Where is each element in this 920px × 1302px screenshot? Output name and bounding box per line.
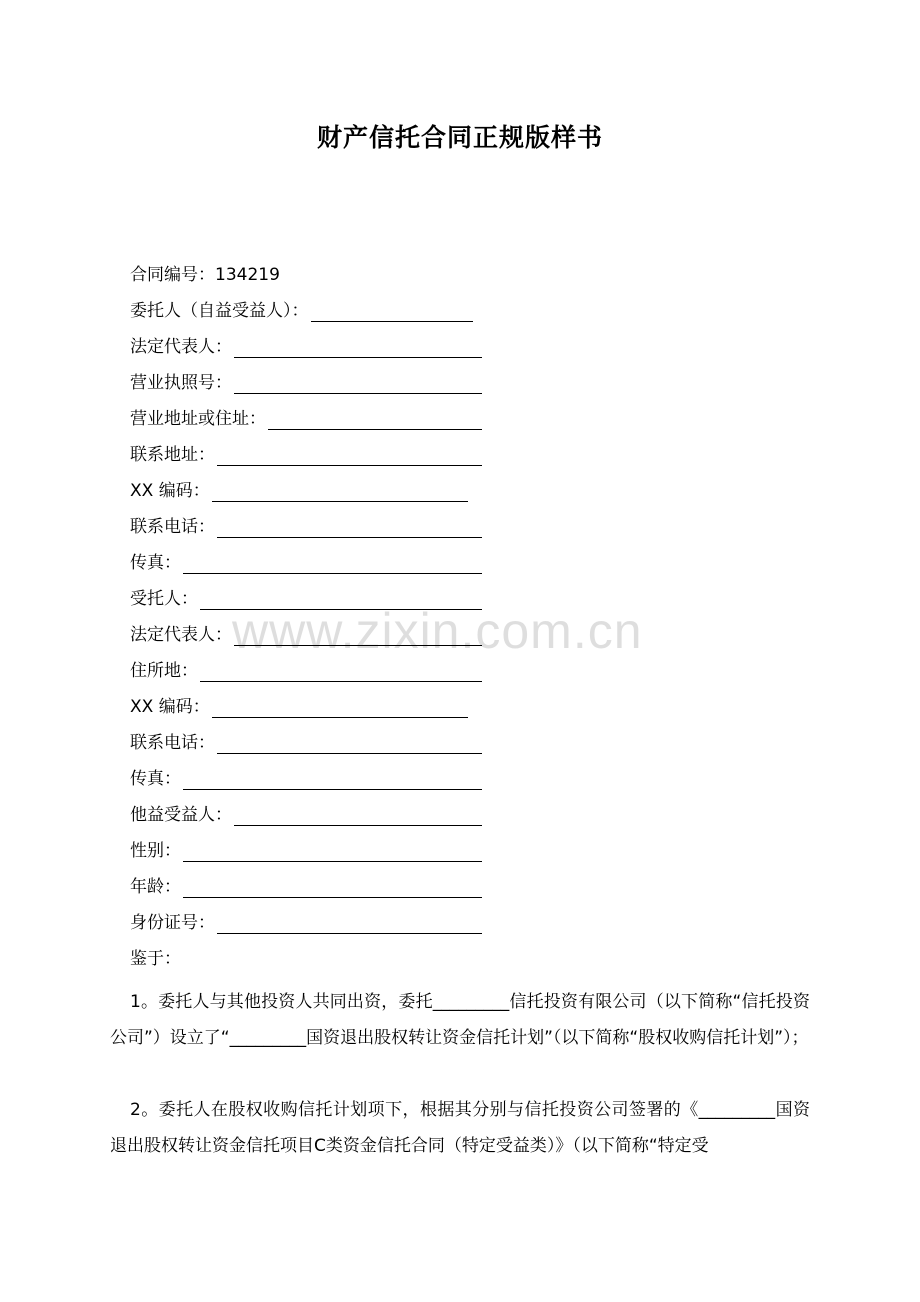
fill-in-blank[interactable] [200,666,482,682]
fill-in-blank[interactable] [183,846,482,862]
fill-in-blank[interactable] [200,594,482,610]
contract-field [130,624,482,646]
field-label: XX 编码： [130,697,210,717]
fill-in-blank[interactable] [234,630,482,646]
contract-field [130,732,482,754]
fill-in-blank[interactable] [234,342,482,358]
field-label: 身份证号： [130,913,215,933]
field-label: 委托人（自益受益人）： [130,301,309,321]
fill-in-blank[interactable] [234,378,482,394]
contract-field [130,264,280,286]
fill-in-blank[interactable] [212,486,468,502]
contract-field [130,804,482,826]
field-label: 营业地址或住址： [130,409,266,429]
contract-field [130,408,482,430]
fill-in-blank[interactable] [311,306,474,322]
watermark: www.zixin.com.cn [232,603,643,659]
fill-in-blank[interactable] [217,918,482,934]
field-label: 传真： [130,553,181,573]
field-label: 住所地： [130,661,198,681]
contract-field [130,948,181,970]
fill-in-blank[interactable] [183,882,482,898]
contract-field [130,876,482,898]
contract-field [130,552,482,574]
recital-paragraph-1: 1。委托人与其他投资人共同出资，委托_________信托投资有限公司（以下简称“信托投资公司”）设立了“_________国资退出股权转让资金信托计划”（以下简称“股权收购信托计划”）； [110,992,810,1048]
fill-in-blank[interactable] [268,414,482,430]
contract-field [130,444,482,466]
field-label: 营业执照号： [130,373,232,393]
field-label: 年龄： [130,877,181,897]
field-label: 传真： [130,769,181,789]
fill-in-blank[interactable] [212,702,468,718]
contract-field [130,588,482,610]
fill-in-blank[interactable] [217,450,482,466]
recital-paragraph-2: 2。委托人在股权收购信托计划项下，根据其分别与信托投资公司签署的《_________国资退出股权转让资金信托项目C类资金信托合同（特定受益类）》（以下简称“特定受 [110,1100,810,1156]
contract-field [130,768,482,790]
field-label: 联系地址： [130,445,215,465]
fill-in-blank[interactable] [183,774,482,790]
contract-field [130,912,482,934]
fill-in-blank[interactable] [183,558,482,574]
fill-in-blank[interactable] [217,738,482,754]
contract-field [130,696,468,718]
contract-field [130,660,482,682]
field-label: 法定代表人： [130,337,232,357]
field-label: 他益受益人： [130,805,232,825]
field-label: 法定代表人： [130,625,232,645]
field-label: XX 编码： [130,481,210,501]
field-label: 联系电话： [130,733,215,753]
fill-in-blank[interactable] [217,522,482,538]
contract-field [130,336,482,358]
contract-field [130,840,482,862]
contract-field [130,300,473,322]
field-label: 受托人： [130,589,198,609]
field-label: 合同编号：134219 [130,265,280,285]
field-label: 联系电话： [130,517,215,537]
contract-field [130,516,482,538]
contract-field [130,372,482,394]
field-label: 鉴于： [130,949,181,969]
contract-field [130,480,468,502]
field-label: 性别： [130,841,181,861]
fill-in-blank[interactable] [234,810,482,826]
document-title: 财产信托合同正规版样书 [316,123,603,152]
